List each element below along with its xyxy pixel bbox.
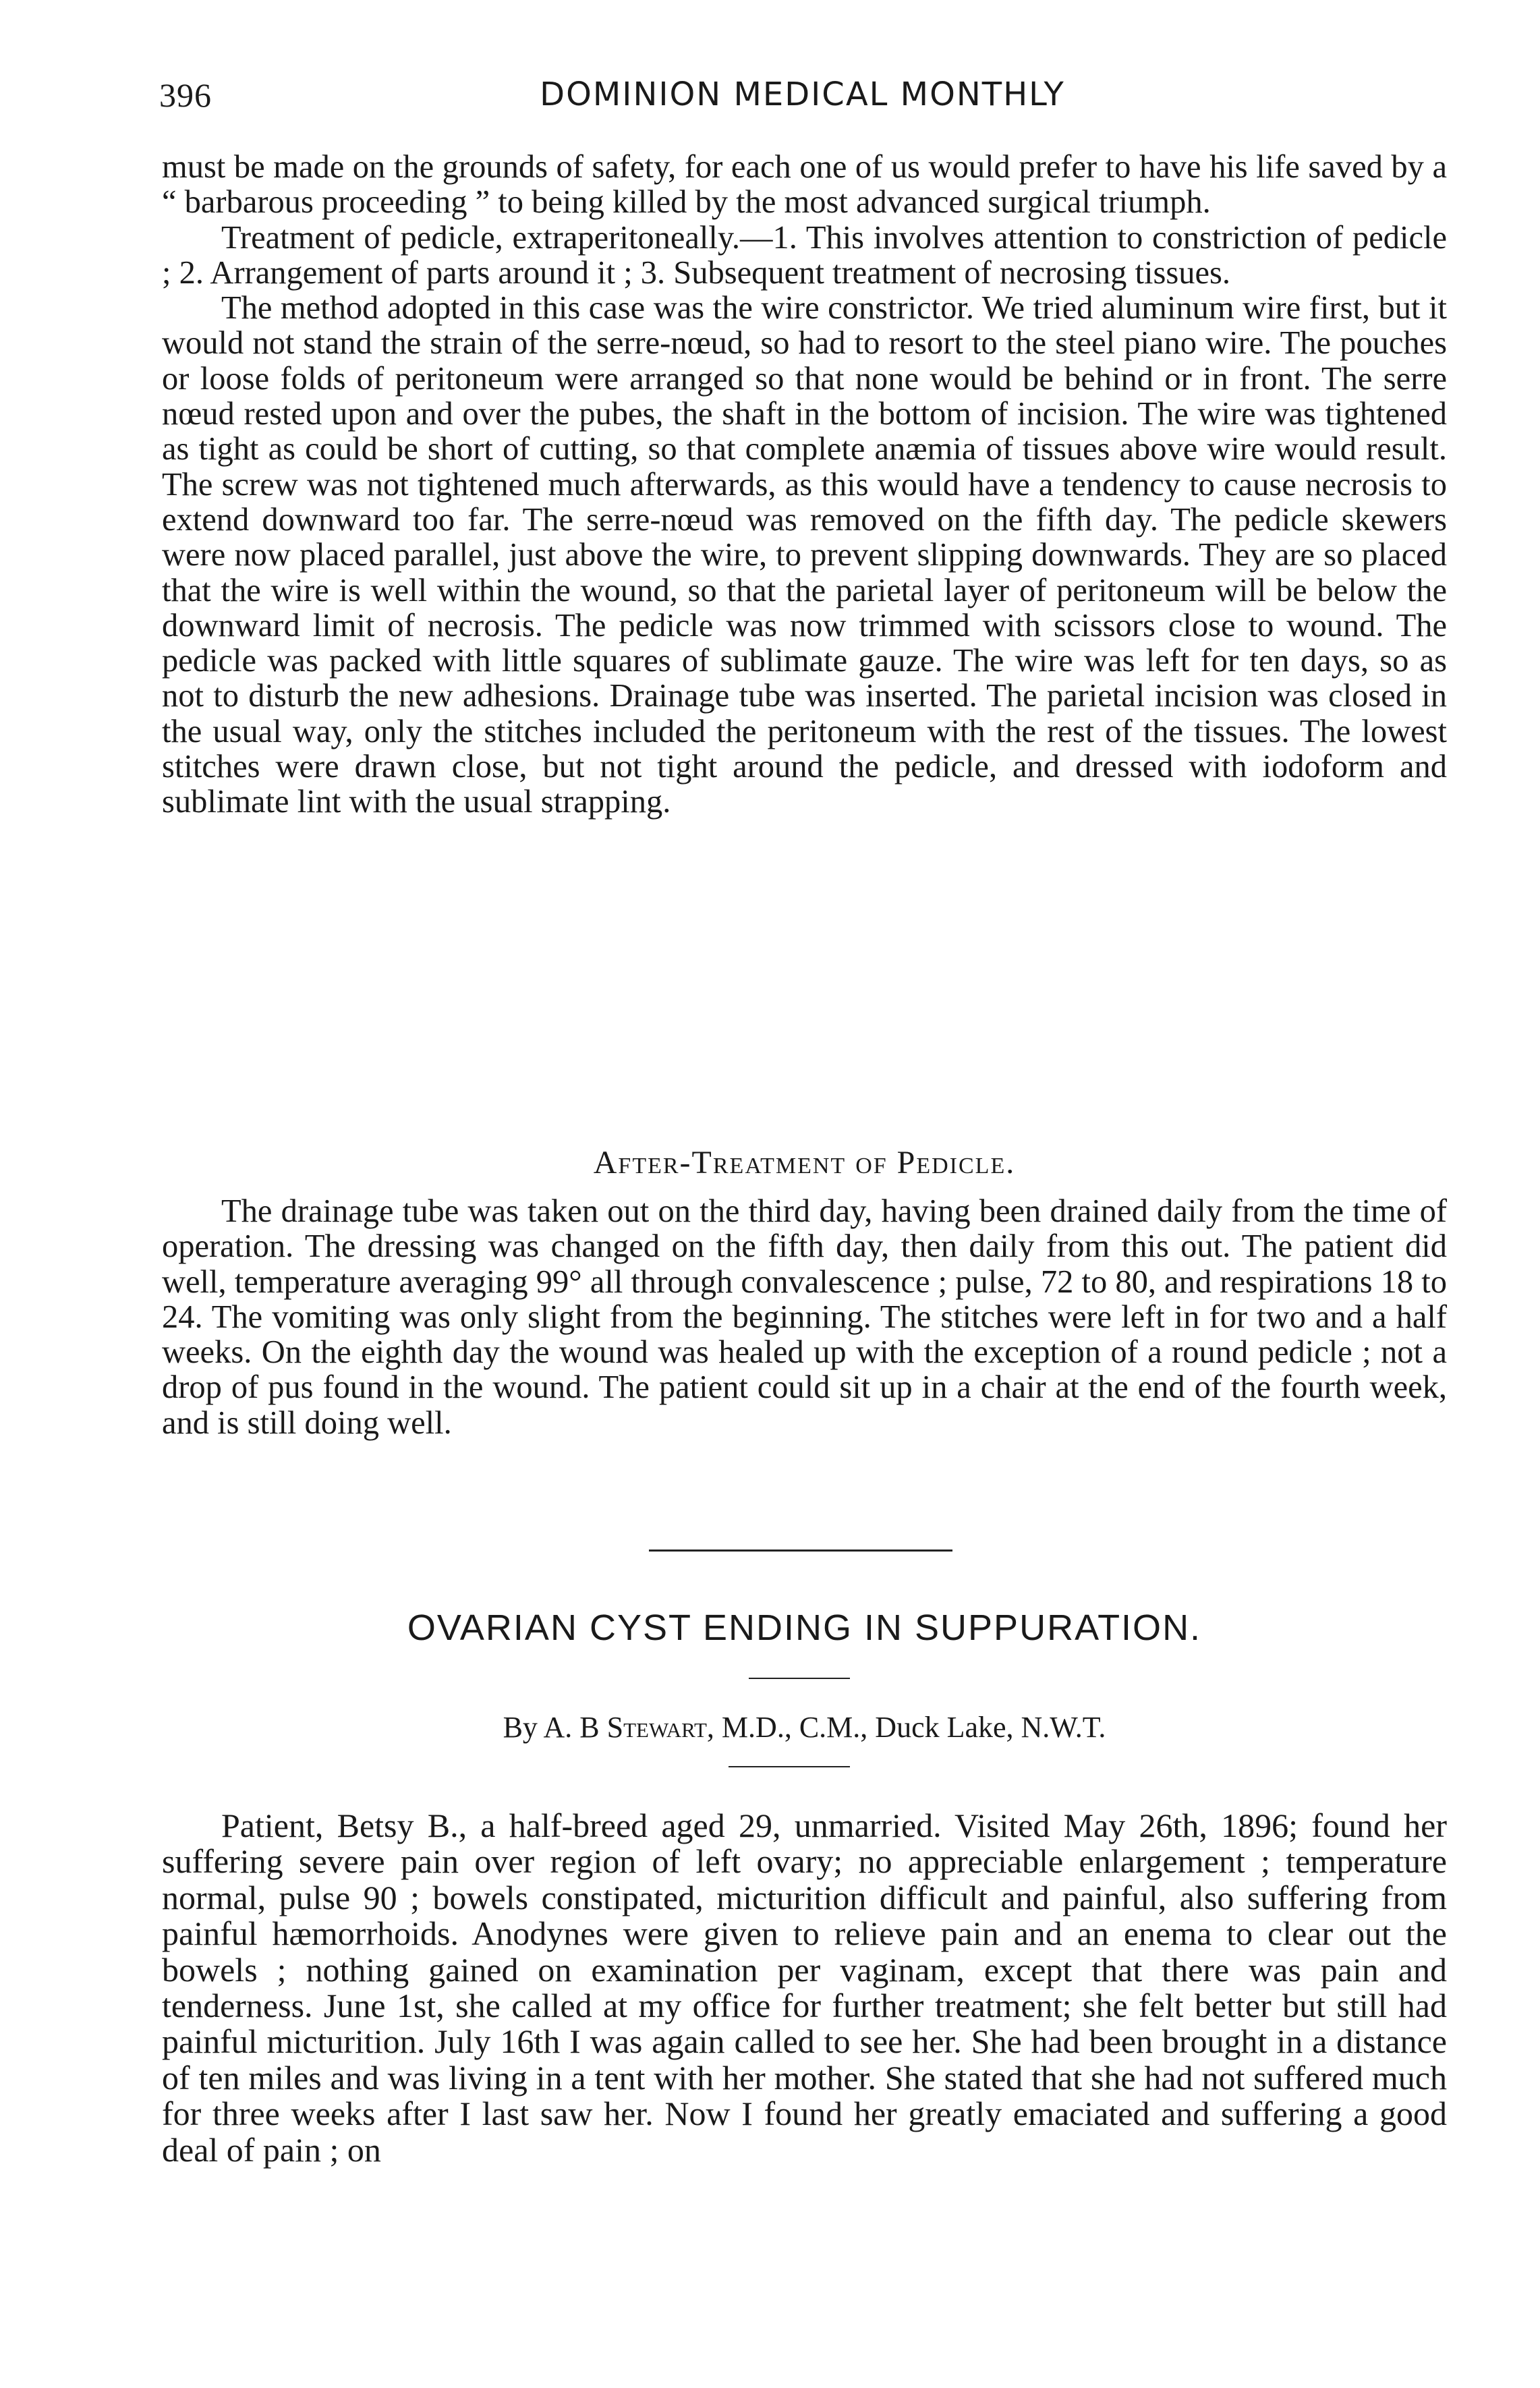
page-number: 396 [159, 76, 212, 114]
after-treatment-paragraph: The drainage tube was taken out on the third day, having been drained daily from the time of operation. The dressing was changed on the fifth day, then daily from this out. The patient did well, temperature averaging 99° all through convalescence ; pulse, 72 to 80, and respirations 18 to 24. The vomiting was only slight from the beginning. The stitches were left in for two and a half weeks. On the eighth day the wound was healed up with the exception of a round pedicle ; not a drop of pus found in the wound. The patient could sit up in a chair at the end of the fourth week, and is still doing well. [162, 1193, 1447, 1441]
continued-paragraph: Treatment of pedicle, extraperitoneally.—1. This involves attention to constriction of pedicle ; 2. Arrangement of parts around it ; 3. Subsequent treatment of necrosing tissues. [162, 219, 1447, 291]
article-divider-rule [649, 1550, 952, 1552]
running-header [159, 76, 1446, 123]
byline-prefix: By A. B [503, 1711, 600, 1744]
after-treatment-text [162, 1194, 1447, 1441]
article-paragraph: Patient, Betsy B., a half-breed aged 29, unmarried. Visited May 26th, 1896; found her suffering severe pain over region of left ovary; no appreciable enlargement ; temperature normal, pulse 90 ; bowels constipated, micturition difficult and painful, also suffering from painful hæmorrhoids. Anodynes were given to relieve pain and an enema to clear out the bowels ; nothing gained on examination per vaginam, except that there was pain and tenderness. June 1st, she called at my office for further treatment; she felt better but still had painful micturition. July 16th I was again called to see her. She had been brought in a distance of ten miles and was living in a tent with her mother. She stated that she had not suffered much for three weeks after I last saw her. Now I found her greatly emaciated and suffering a good deal of pain ; on [162, 1807, 1447, 2169]
continued-article-text [162, 150, 1447, 820]
article-body-text [162, 1808, 1447, 2168]
byline-suffix: M.D., C.M., Duck Lake, N.W.T. [721, 1711, 1106, 1744]
title-divider-rule [749, 1678, 850, 1679]
article-byline [162, 1710, 1447, 1744]
continued-paragraph: The method adopted in this case was the wire constrictor. We tried aluminum wire first, but it would not stand the strain of the serre-nœud, so had to resort to the steel piano wire. The pouches or loose folds of peritoneum were arranged so that none would be behind or in front. The serre nœud rested upon and over the pubes, the shaft in the bottom of incision. The wire was tightened as tight as could be short of cutting, so that complete anæmia of tissues above wire would result. The screw was not tightened much afterwards, as this would have a tendency to cause necrosis to extend downward too far. The serre-nœud was removed on the fifth day. The pedicle skewers were now placed parallel, just above the wire, to prevent slipping downwards. They are so placed that the wire is well within the wound, so that the parietal layer of peritoneum will be below the downward limit of necrosis. The pedicle was now trimmed with scissors close to wound. The pedicle was packed with little squares of sublimate gauze. The wire was left for ten days, so as not to disturb the new adhesions. Drainage tube was inserted. The parietal incision was closed in the usual way, only the stitches included the peritoneum with the rest of the tissues. The lowest stitches were drawn close, but not tight around the pedicle, and dressed with iodoform and sublimate lint with the usual strapping. [162, 290, 1447, 820]
section-heading-second: Treatment of Pedicle. [691, 1145, 1016, 1181]
section-heading [162, 1144, 1447, 1181]
section-heading-first: After- [593, 1145, 692, 1181]
article-title: OVARIAN CYST ENDING IN SUPPURATION. [407, 1608, 1202, 1648]
byline-author: Stewart, [606, 1711, 714, 1744]
continued-paragraph: must be made on the grounds of safety, for each one of us would prefer to have his life saved by a “ barbarous proceeding ” to being killed by the most advanced surgical triumph. [162, 149, 1447, 221]
journal-title: DOMINION MEDICAL MONTHLY [540, 76, 1065, 113]
byline-divider-rule [729, 1766, 850, 1767]
